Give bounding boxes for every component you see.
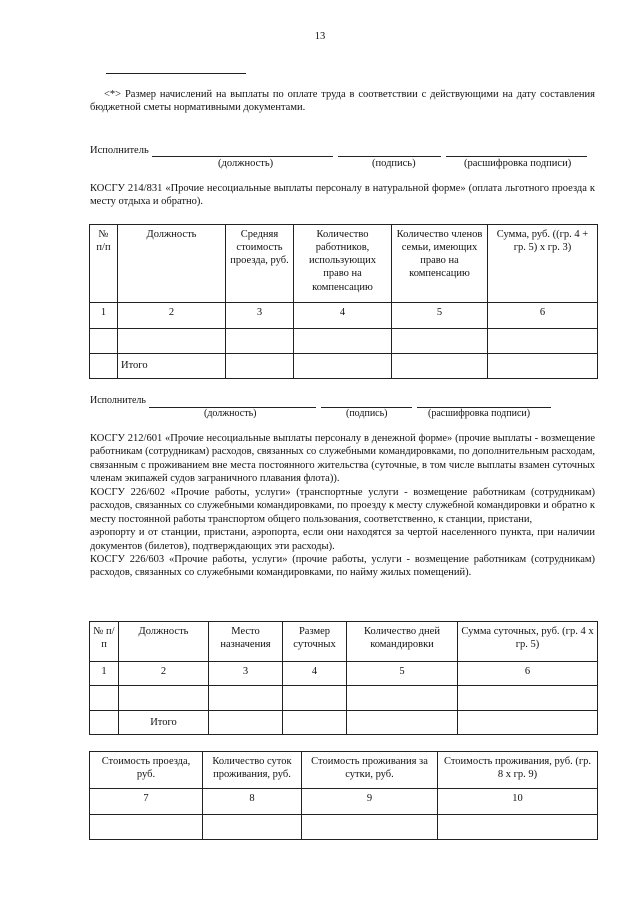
number-cell: 2: [119, 662, 209, 686]
number-cell: 3: [209, 662, 283, 686]
header-cell: Количество суток проживания, руб.: [203, 752, 302, 789]
header-cell: Количество членов семьи, имеющих право на компенсацию: [392, 225, 488, 303]
decoding-blank: [417, 397, 551, 408]
signature-block-1: [90, 143, 595, 171]
signature-caption: (подпись): [346, 408, 388, 419]
header-cell: Количество дней командировки: [347, 622, 458, 662]
position-caption: (должность): [218, 158, 274, 169]
header-cell: Стоимость проживания за сутки, руб.: [302, 752, 438, 789]
section-2-text: [90, 432, 595, 580]
number-cell: 10: [438, 789, 598, 815]
number-cell: 1: [90, 662, 119, 686]
header-cell: Размер суточных: [283, 622, 347, 662]
table-travel-compensation: [89, 224, 598, 379]
header-cell: Количество работников, использующих право на компенсацию: [294, 225, 392, 303]
number-cell: 6: [458, 662, 598, 686]
table-lodging: [89, 751, 598, 840]
signature-caption: (подпись): [372, 158, 416, 169]
table-row: [90, 329, 598, 354]
total-label: Итого: [118, 354, 226, 379]
position-blank: [152, 146, 333, 157]
number-cell: 9: [302, 789, 438, 815]
number-cell: 5: [392, 303, 488, 329]
decoding-caption: (расшифровка подписи): [464, 158, 572, 169]
header-cell: Должность: [118, 225, 226, 303]
header-cell: Место назначения: [209, 622, 283, 662]
table-row: [90, 686, 598, 711]
table-number-row: [90, 789, 598, 815]
page-number: 13: [314, 31, 326, 42]
footnote: <*> Размер начислений на выплаты по оплате труда в соответствии с действующими на дату составления бюджетной сметы нормативными документами.: [90, 89, 595, 114]
total-label: Итого: [119, 711, 209, 735]
table-header-row: [90, 752, 598, 789]
section-1-heading: КОСГУ 214/831 «Прочие несоциальные выплаты персоналу в натуральной форме» (оплата льготного проезда к месту отдыха и обратно).: [90, 183, 595, 208]
number-cell: 4: [283, 662, 347, 686]
table-total-row: [90, 711, 598, 735]
number-cell: 2: [118, 303, 226, 329]
table-number-row: [90, 303, 598, 329]
number-cell: 6: [488, 303, 598, 329]
signature-blank: [321, 397, 412, 408]
signature-blank: [338, 146, 441, 157]
table-per-diem: [89, 621, 598, 735]
table-header-row: [90, 622, 598, 662]
position-blank: [149, 397, 316, 408]
number-cell: 1: [90, 303, 118, 329]
decoding-blank: [446, 146, 587, 157]
position-caption: (должность): [204, 408, 257, 419]
paragraph-226-603: КОСГУ 226/603 «Прочие работы, услуги» (прочие работы, услуги - возмещение работникам (сотрудникам) расходов, связанных со служебными командировками, по найму жилых помещений).: [90, 553, 595, 579]
number-cell: 7: [90, 789, 203, 815]
header-cell: Сумма суточных, руб. (гр. 4 x гр. 5): [458, 622, 598, 662]
paragraph-212-601: КОСГУ 212/601 «Прочие несоциальные выплаты персоналу в денежной форме» (прочие выплаты - возмещение работникам (сотрудникам) расходов, связанных со служебными командировками, по дополнительным расходам, связанным с проживанием вне места постоянного жительства (суточные, в том числе выплаты взамен суточных членам экипажей судов заграничного плавания флота)).: [90, 433, 595, 485]
number-cell: 8: [203, 789, 302, 815]
header-cell: № п/п: [90, 622, 119, 662]
decoding-caption: (расшифровка подписи): [428, 408, 531, 419]
paragraph-226-602-cont: аэропорту и от станции, пристани, аэропорта, если они находятся за чертой населенного пункта, при наличии документов (билетов), подтверждающих эти расходы).: [90, 527, 595, 552]
header-cell: Стоимость проживания, руб. (гр. 8 x гр. 9): [438, 752, 598, 789]
header-cell: № п/п: [90, 225, 118, 303]
number-cell: 5: [347, 662, 458, 686]
number-cell: 4: [294, 303, 392, 329]
header-cell: Сумма, руб. ((гр. 4 + гр. 5) x гр. 3): [488, 225, 598, 303]
header-cell: Средняя стоимость проезда, руб.: [226, 225, 294, 303]
table-total-row: [90, 354, 598, 379]
table-header-row: [90, 225, 598, 303]
table-row: [90, 815, 598, 840]
table-number-row: [90, 662, 598, 686]
signature-label: Исполнитель: [90, 395, 146, 407]
header-cell: Стоимость проезда, руб.: [90, 752, 203, 789]
number-cell: 3: [226, 303, 294, 329]
signature-block-2: [90, 394, 595, 422]
signature-label: Исполнитель: [90, 144, 149, 156]
footnote-separator: [106, 73, 246, 74]
paragraph-226-602: КОСГУ 226/602 «Прочие работы, услуги» (транспортные услуги - возмещение работникам (сотрудникам) расходов, связанных со служебными командировками, по проезду к месту служебной командировки и обратно к месту постоянной работы транспортом общего пользования, соответственно, к станции, пристани,: [90, 486, 595, 525]
header-cell: Должность: [119, 622, 209, 662]
